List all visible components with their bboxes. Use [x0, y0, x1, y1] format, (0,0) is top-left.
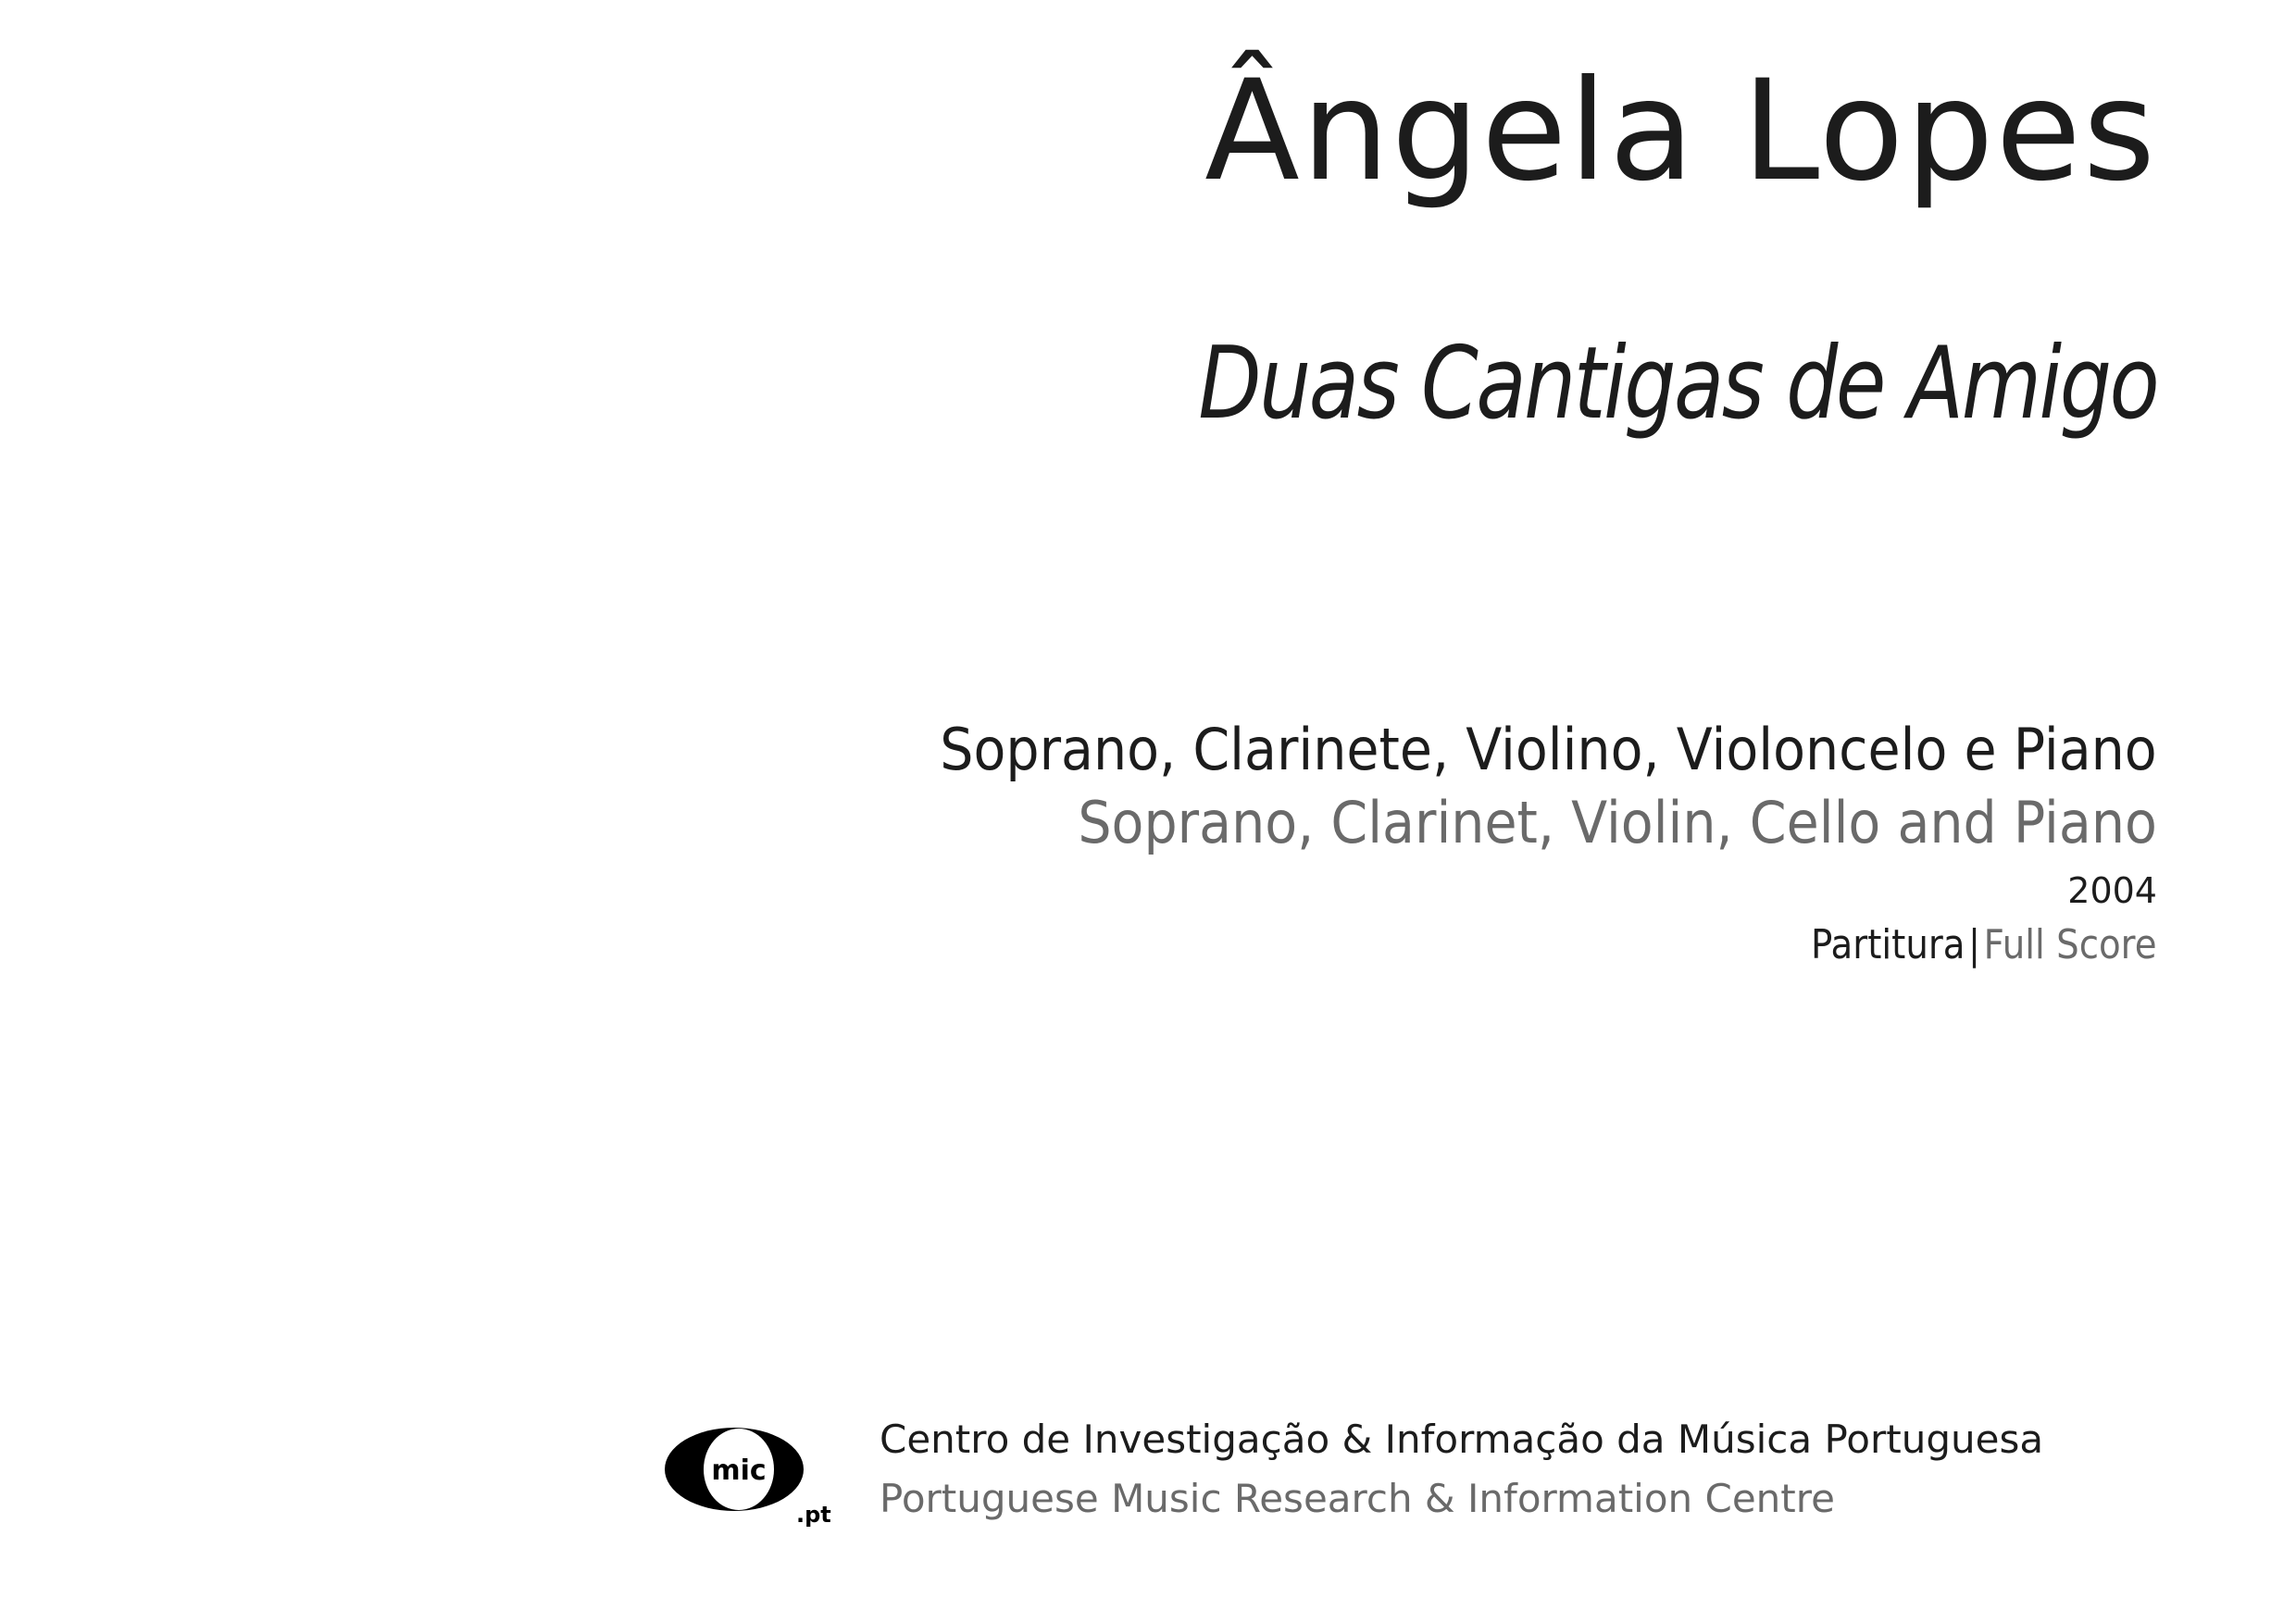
instrumentation-portuguese: Soprano, Clarinete, Violino, Violoncelo e Piano	[940, 716, 2157, 783]
work-title: Duas Cantigas de Amigo	[1198, 326, 2157, 442]
composer-name: Ângela Lopes	[1204, 51, 2157, 212]
score-type-portuguese: Partitura	[1811, 921, 1965, 968]
composition-year: 2004	[2067, 870, 2157, 911]
score-type-english: Full Score	[1984, 921, 2157, 968]
score-type-separator: |	[1968, 921, 1981, 968]
instrumentation-english: Soprano, Clarinet, Violin, Cello and Piano	[1078, 789, 2157, 856]
score-type	[1811, 921, 2157, 970]
publisher-name-portuguese: Centro de Investigação & Informação da Música Portuguesa	[880, 1417, 2044, 1462]
mic-logo-icon	[665, 1426, 850, 1528]
publisher-name-english: Portuguese Music Research & Information Centre	[880, 1476, 1835, 1521]
logo-suffix: .pt	[796, 1502, 831, 1528]
logo-text: mic	[711, 1454, 767, 1487]
